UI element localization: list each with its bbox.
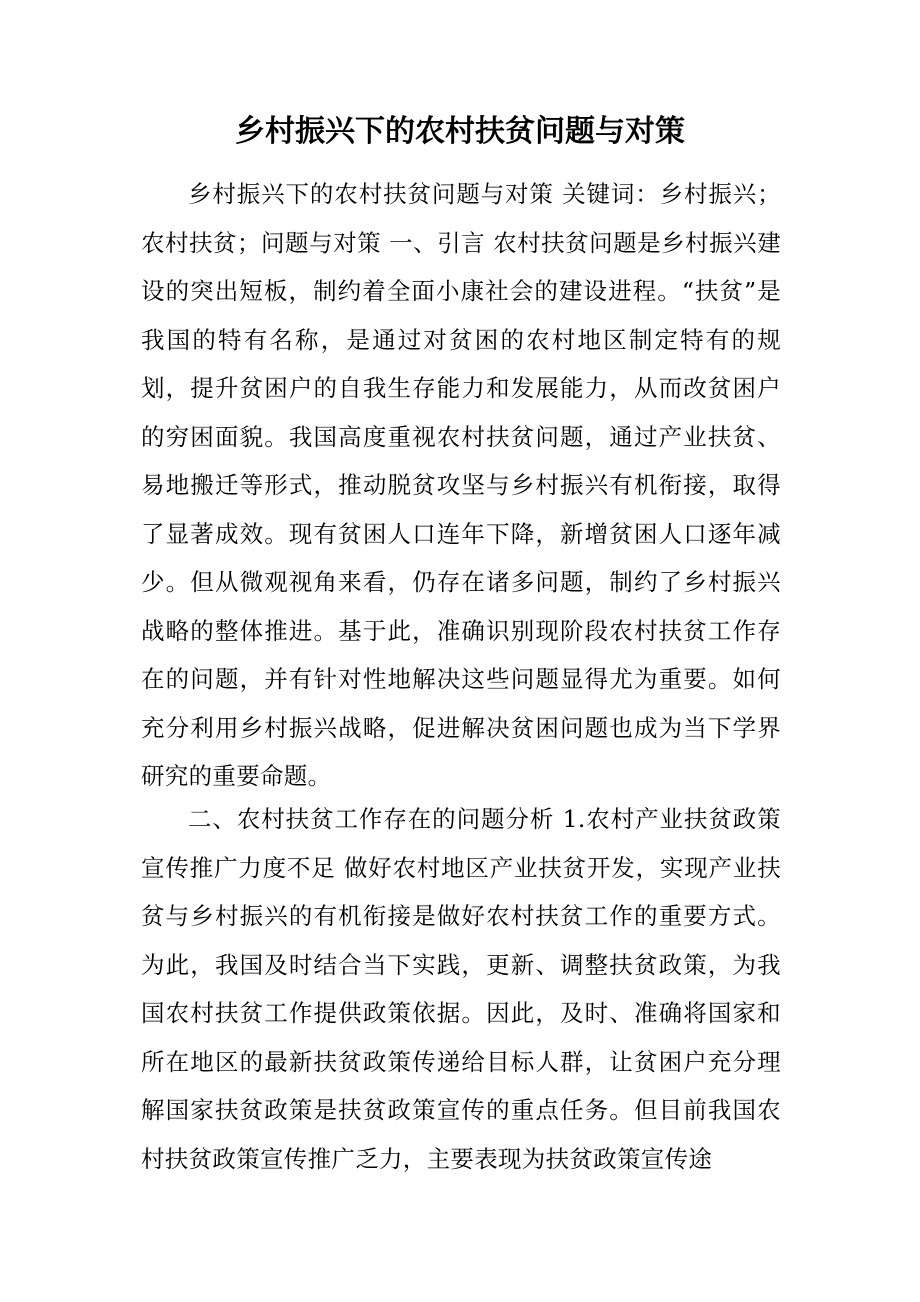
document-title: 乡村振兴下的农村扶贫问题与对策 — [235, 114, 685, 149]
paragraph-problem-analysis: 二、农村扶贫工作存在的问题分析 1.农村产业扶贫政策宣传推广力度不足 做好农村地区产业扶贫开发，实现产业扶贫与乡村振兴的有机衔接是做好农村扶贫工作的重要方式。为此，我国及时结合当下实践，更新、调整扶贫政策，为我国农村扶贫工作提供政策依据。因此，及时、准确将国家和所在地区的最新扶贫政策传递给目标人群，让贫困户充分理解国家扶贫政策是扶贫政策宣传的重点任务。但目前我国农村扶贫政策宣传推广乏力，主要表现为扶贫政策宣传途 — [141, 805, 781, 1173]
paragraph-introduction: 乡村振兴下的农村扶贫问题与对策 关键词：乡村振兴；农村扶贫；问题与对策 一、引言 农村扶贫问题是乡村振兴建设的突出短板，制约着全面小康社会的建设进程。“扶贫”是我国的特有名称，是通过对贫困的农村地区制定特有的规划，提升贫困户的自我生存能力和发展能力，从而改贫困户的穷困面貌。我国高度重视农村扶贫问题，通过产业扶贫、易地搬迁等形式，推动脱贫攻坚与乡村振兴有机衔接，取得了显著成效。现有贫困人口连年下降，新增贫困人口逐年减少。但从微观视角来看，仍存在诸多问题，制约了乡村振兴战略的整体推进。基于此，准确识别现阶段农村扶贫工作存在的问题，并有针对性地解决这些问题显得尤为重要。如何充分利用乡村振兴战略，促进解决贫困问题也成为当下学界研究的重要命题。 — [141, 180, 781, 790]
